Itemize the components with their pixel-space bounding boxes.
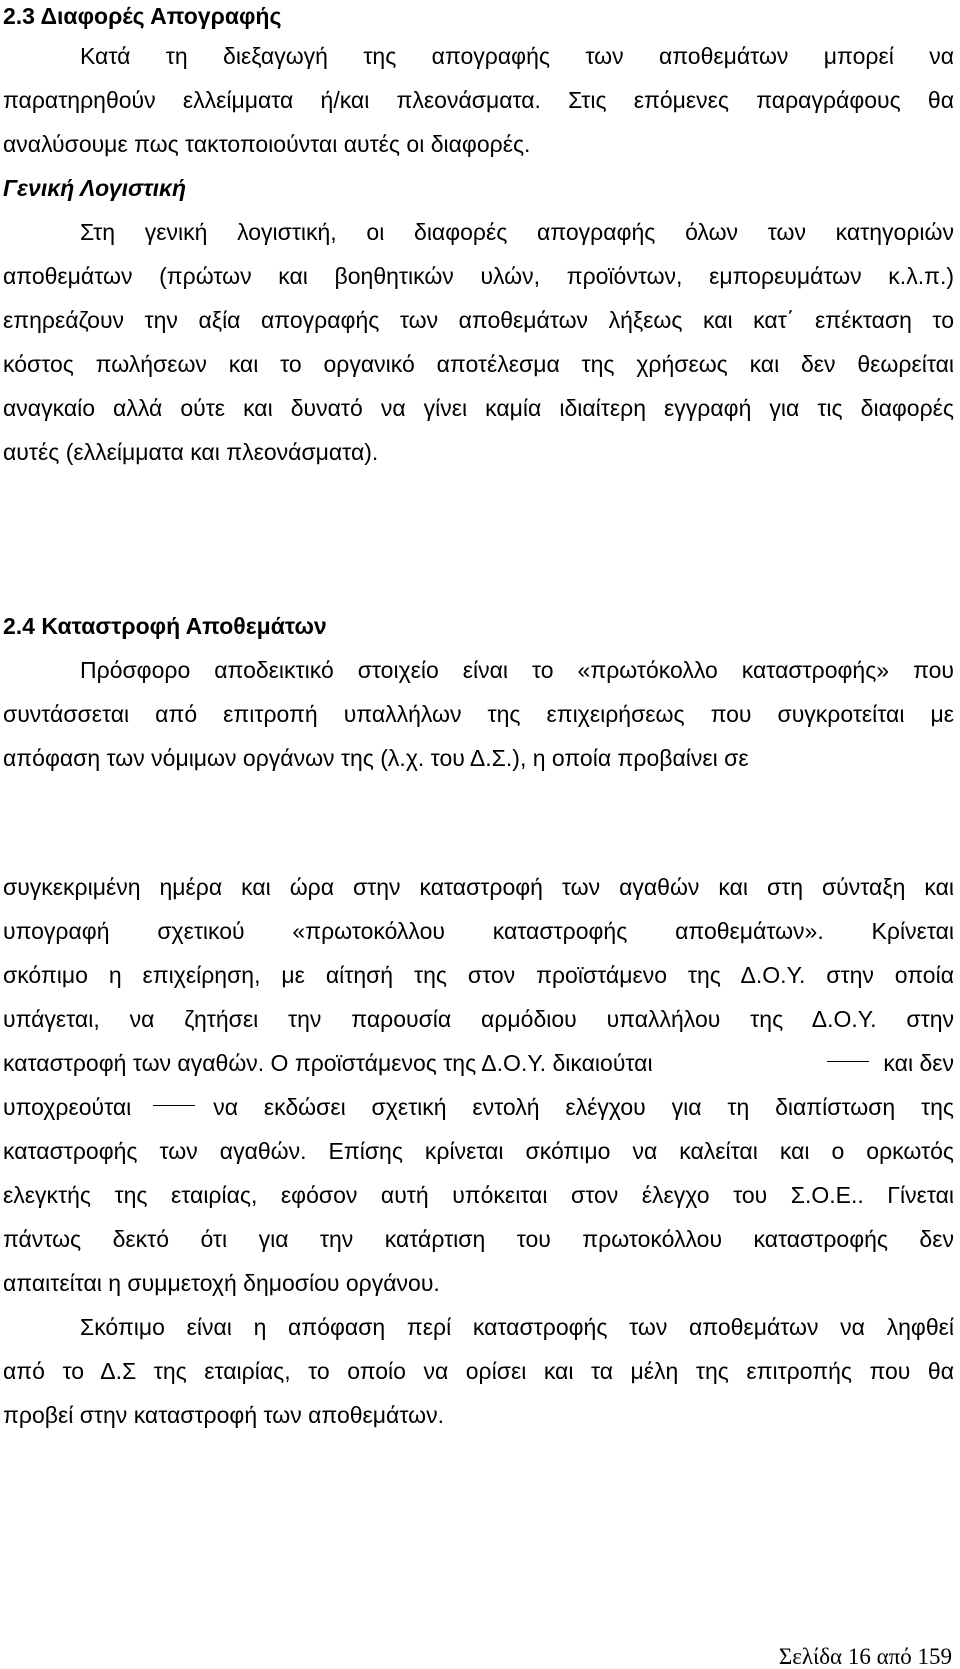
paragraph-line: απόφαση των νόμιμων οργάνων της (λ.χ. του Δ.Σ.), η οποία προβαίνει σε: [3, 745, 749, 771]
paragraph-line: παρατηρηθούν ελλείμματα ή/και πλεονάσματα. Στις επόμενες παραγράφους θα: [3, 87, 954, 113]
em-dash: [827, 1061, 869, 1062]
paragraph-line: απαιτείται η συμμετοχή δημοσίου οργάνου.: [3, 1270, 440, 1296]
paragraph-line-with-dash: [3, 1049, 954, 1077]
em-dash: [153, 1105, 195, 1106]
paragraph-line: σκόπιμο η επιχείρηση, με αίτησή της στον προϊστάμενο της Δ.Ο.Υ. στην οποία: [3, 962, 954, 988]
line-tail: [813, 1049, 954, 1077]
paragraph-line: από το Δ.Σ της εταιρίας, το οποίο να ορίσει και τα μέλη της επιτροπής που θα: [3, 1358, 954, 1384]
paragraph-line: συγκεκριμένη ημέρα και ώρα στην καταστροφή των αγαθών και στη σύνταξη και: [3, 874, 954, 900]
paragraph-line: πάντως δεκτό ότι για την κατάρτιση του πρωτοκόλλου καταστροφής δεν: [3, 1226, 954, 1252]
paragraph-line: υπογραφή σχετικού «πρωτοκόλλου καταστροφής αποθεμάτων». Κρίνεται: [3, 918, 954, 944]
paragraph-line: κόστος πωλήσεων και το οργανικό αποτέλεσμα της χρήσεως και δεν θεωρείται: [3, 351, 954, 377]
paragraph-line-with-dash: [3, 1093, 954, 1121]
paragraph-line: υπάγεται, να ζητήσει την παρουσία αρμόδιου υπαλλήλου της Δ.Ο.Υ. στην: [3, 1006, 954, 1032]
paragraph-line: αναγκαίο αλλά ούτε και δυνατό να γίνει καμία ιδιαίτερη εγγραφή για τις διαφορές: [3, 395, 954, 421]
paragraph-line: αναλύσουμε πως τακτοποιούνται αυτές οι διαφορές.: [3, 131, 531, 157]
line-text: και δεν: [883, 1050, 954, 1076]
paragraph-line: καταστροφής των αγαθών. Επίσης κρίνεται σκόπιμο να καλείται και ο ορκωτός: [3, 1138, 954, 1164]
paragraph-line: Πρόσφορο αποδεικτικό στοιχείο είναι το «πρωτόκολλο καταστροφής» που: [80, 657, 954, 683]
paragraph-line: επηρεάζουν την αξία απογραφής των αποθεμάτων λήξεως και κατ΄ επέκταση το: [3, 307, 954, 333]
paragraph-line: συντάσσεται από επιτροπή υπαλλήλων της επιχειρήσεως που συγκροτείται με: [3, 701, 954, 727]
paragraph-line: Κατά τη διεξαγωγή της απογραφής των αποθεμάτων μπορεί να: [80, 43, 954, 69]
paragraph-line: αυτές (ελλείμματα και πλεονάσματα).: [3, 439, 379, 465]
page-number: Σελίδα 16 από 159: [778, 1644, 952, 1669]
subheading: Γενική Λογιστική: [3, 175, 187, 201]
line-text: υποχρεούται: [3, 1094, 132, 1120]
paragraph-line: Σκόπιμο είναι η απόφαση περί καταστροφής των αποθεμάτων να ληφθεί: [80, 1314, 954, 1340]
line-text: να εκδώσει σχετική εντολή ελέγχου για τη διαπίστωση της: [213, 1094, 954, 1120]
line-text: καταστροφή των αγαθών. Ο προϊστάμενος της Δ.Ο.Υ. δικαιούται: [3, 1050, 653, 1076]
paragraph-line: Στη γενική λογιστική, οι διαφορές απογραφής όλων των κατηγοριών: [80, 219, 954, 245]
paragraph-line: προβεί στην καταστροφή των αποθεμάτων.: [3, 1402, 444, 1428]
paragraph-line: ελεγκτής της εταιρίας, εφόσον αυτή υπόκειται στον έλεγχο του Σ.Ο.Ε.. Γίνεται: [3, 1182, 954, 1208]
section-heading: 2.4 Καταστροφή Αποθεμάτων: [3, 613, 327, 639]
paragraph-line: αποθεμάτων (πρώτων και βοηθητικών υλών, προϊόντων, εμπορευμάτων κ.λ.π.): [3, 263, 954, 289]
section-heading: 2.3 Διαφορές Απογραφής: [3, 3, 282, 29]
